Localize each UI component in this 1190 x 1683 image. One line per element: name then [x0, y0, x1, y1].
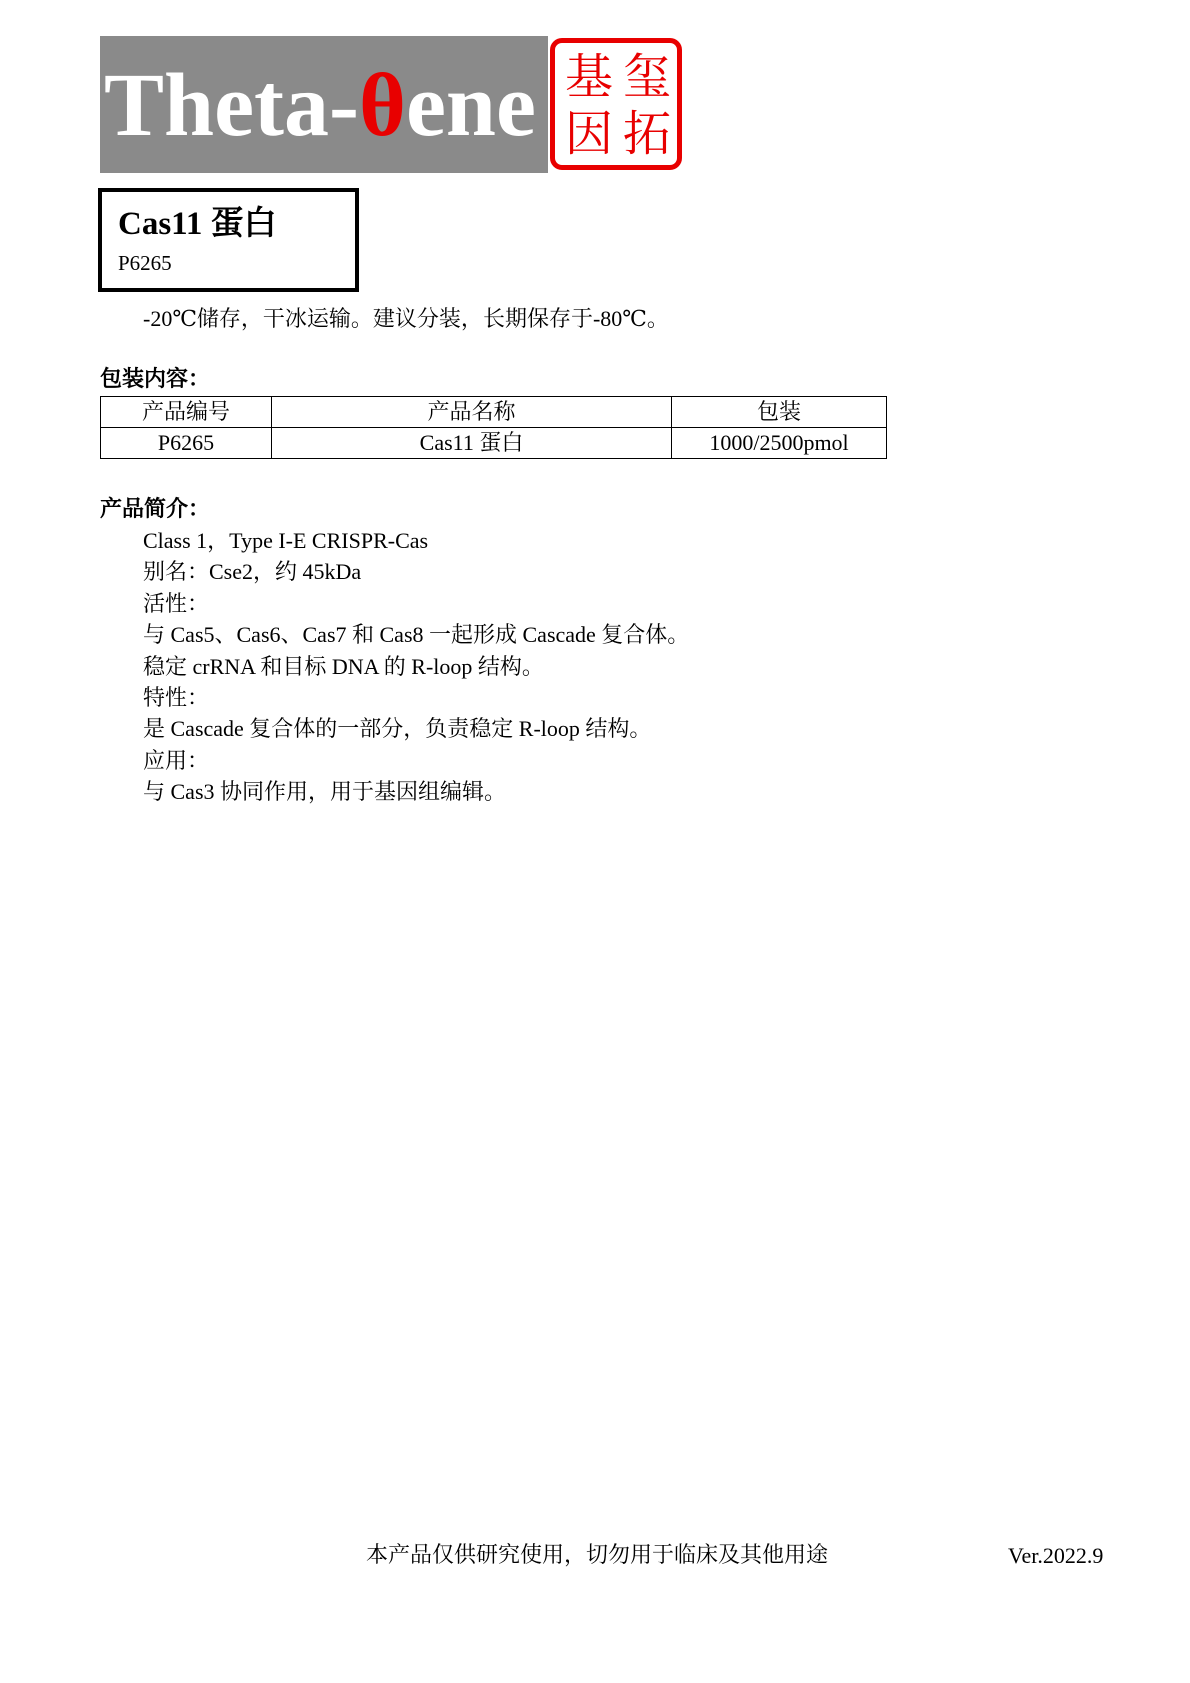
seal-char: 玺	[622, 49, 671, 105]
intro-line: Class 1，Type I-E CRISPR-Cas	[143, 528, 429, 553]
intro-line: 与 Cas3 协同作用，用于基因组编辑。	[143, 779, 507, 804]
logo-theta: θ	[358, 56, 406, 155]
product-title: Cas11 蛋白	[118, 206, 277, 242]
cell-product-code: P6265	[101, 428, 272, 459]
intro-line: 稳定 crRNA 和目标 DNA 的 R-loop 结构。	[143, 654, 544, 679]
intro-line: 别名：Cse2，约 45kDa	[143, 559, 362, 584]
footer-disclaimer: 本产品仅供研究使用，切勿用于临床及其他用途	[366, 1542, 829, 1567]
seal-char: 因	[564, 106, 613, 162]
intro-line: 特性：	[143, 685, 210, 710]
logo-prefix: Theta-	[104, 56, 359, 155]
product-code: P6265	[118, 251, 172, 275]
storage-note: -20℃储存，干冰运输。建议分装，长期保存于-80℃。	[143, 306, 669, 331]
intro-heading: 产品简介：	[100, 496, 211, 521]
package-table	[100, 396, 887, 459]
header-cell: 产品编号	[101, 397, 272, 428]
intro-line: 应用：	[143, 748, 210, 773]
seal-char: 拓	[622, 106, 671, 162]
table-header-row	[101, 397, 887, 428]
logo-suffix: ene	[405, 56, 536, 155]
package-heading: 包装内容：	[100, 366, 211, 391]
header-cell: 包装	[672, 397, 887, 428]
footer-version: Ver.2022.9	[1008, 1543, 1104, 1568]
cell-product-name: Cas11 蛋白	[272, 428, 672, 459]
product-title-box	[98, 188, 359, 292]
cell-package-size: 1000/2500pmol	[672, 428, 887, 459]
brand-logo	[104, 56, 536, 156]
intro-line: 活性：	[143, 591, 210, 616]
table-row	[101, 428, 887, 459]
company-seal	[550, 38, 682, 170]
seal-char: 基	[564, 49, 613, 105]
header-cell: 产品名称	[272, 397, 672, 428]
intro-line: 是 Cascade 复合体的一部分，负责稳定 R-loop 结构。	[143, 716, 652, 741]
intro-line: 与 Cas5、Cas6、Cas7 和 Cas8 一起形成 Cascade 复合体。	[143, 622, 690, 647]
